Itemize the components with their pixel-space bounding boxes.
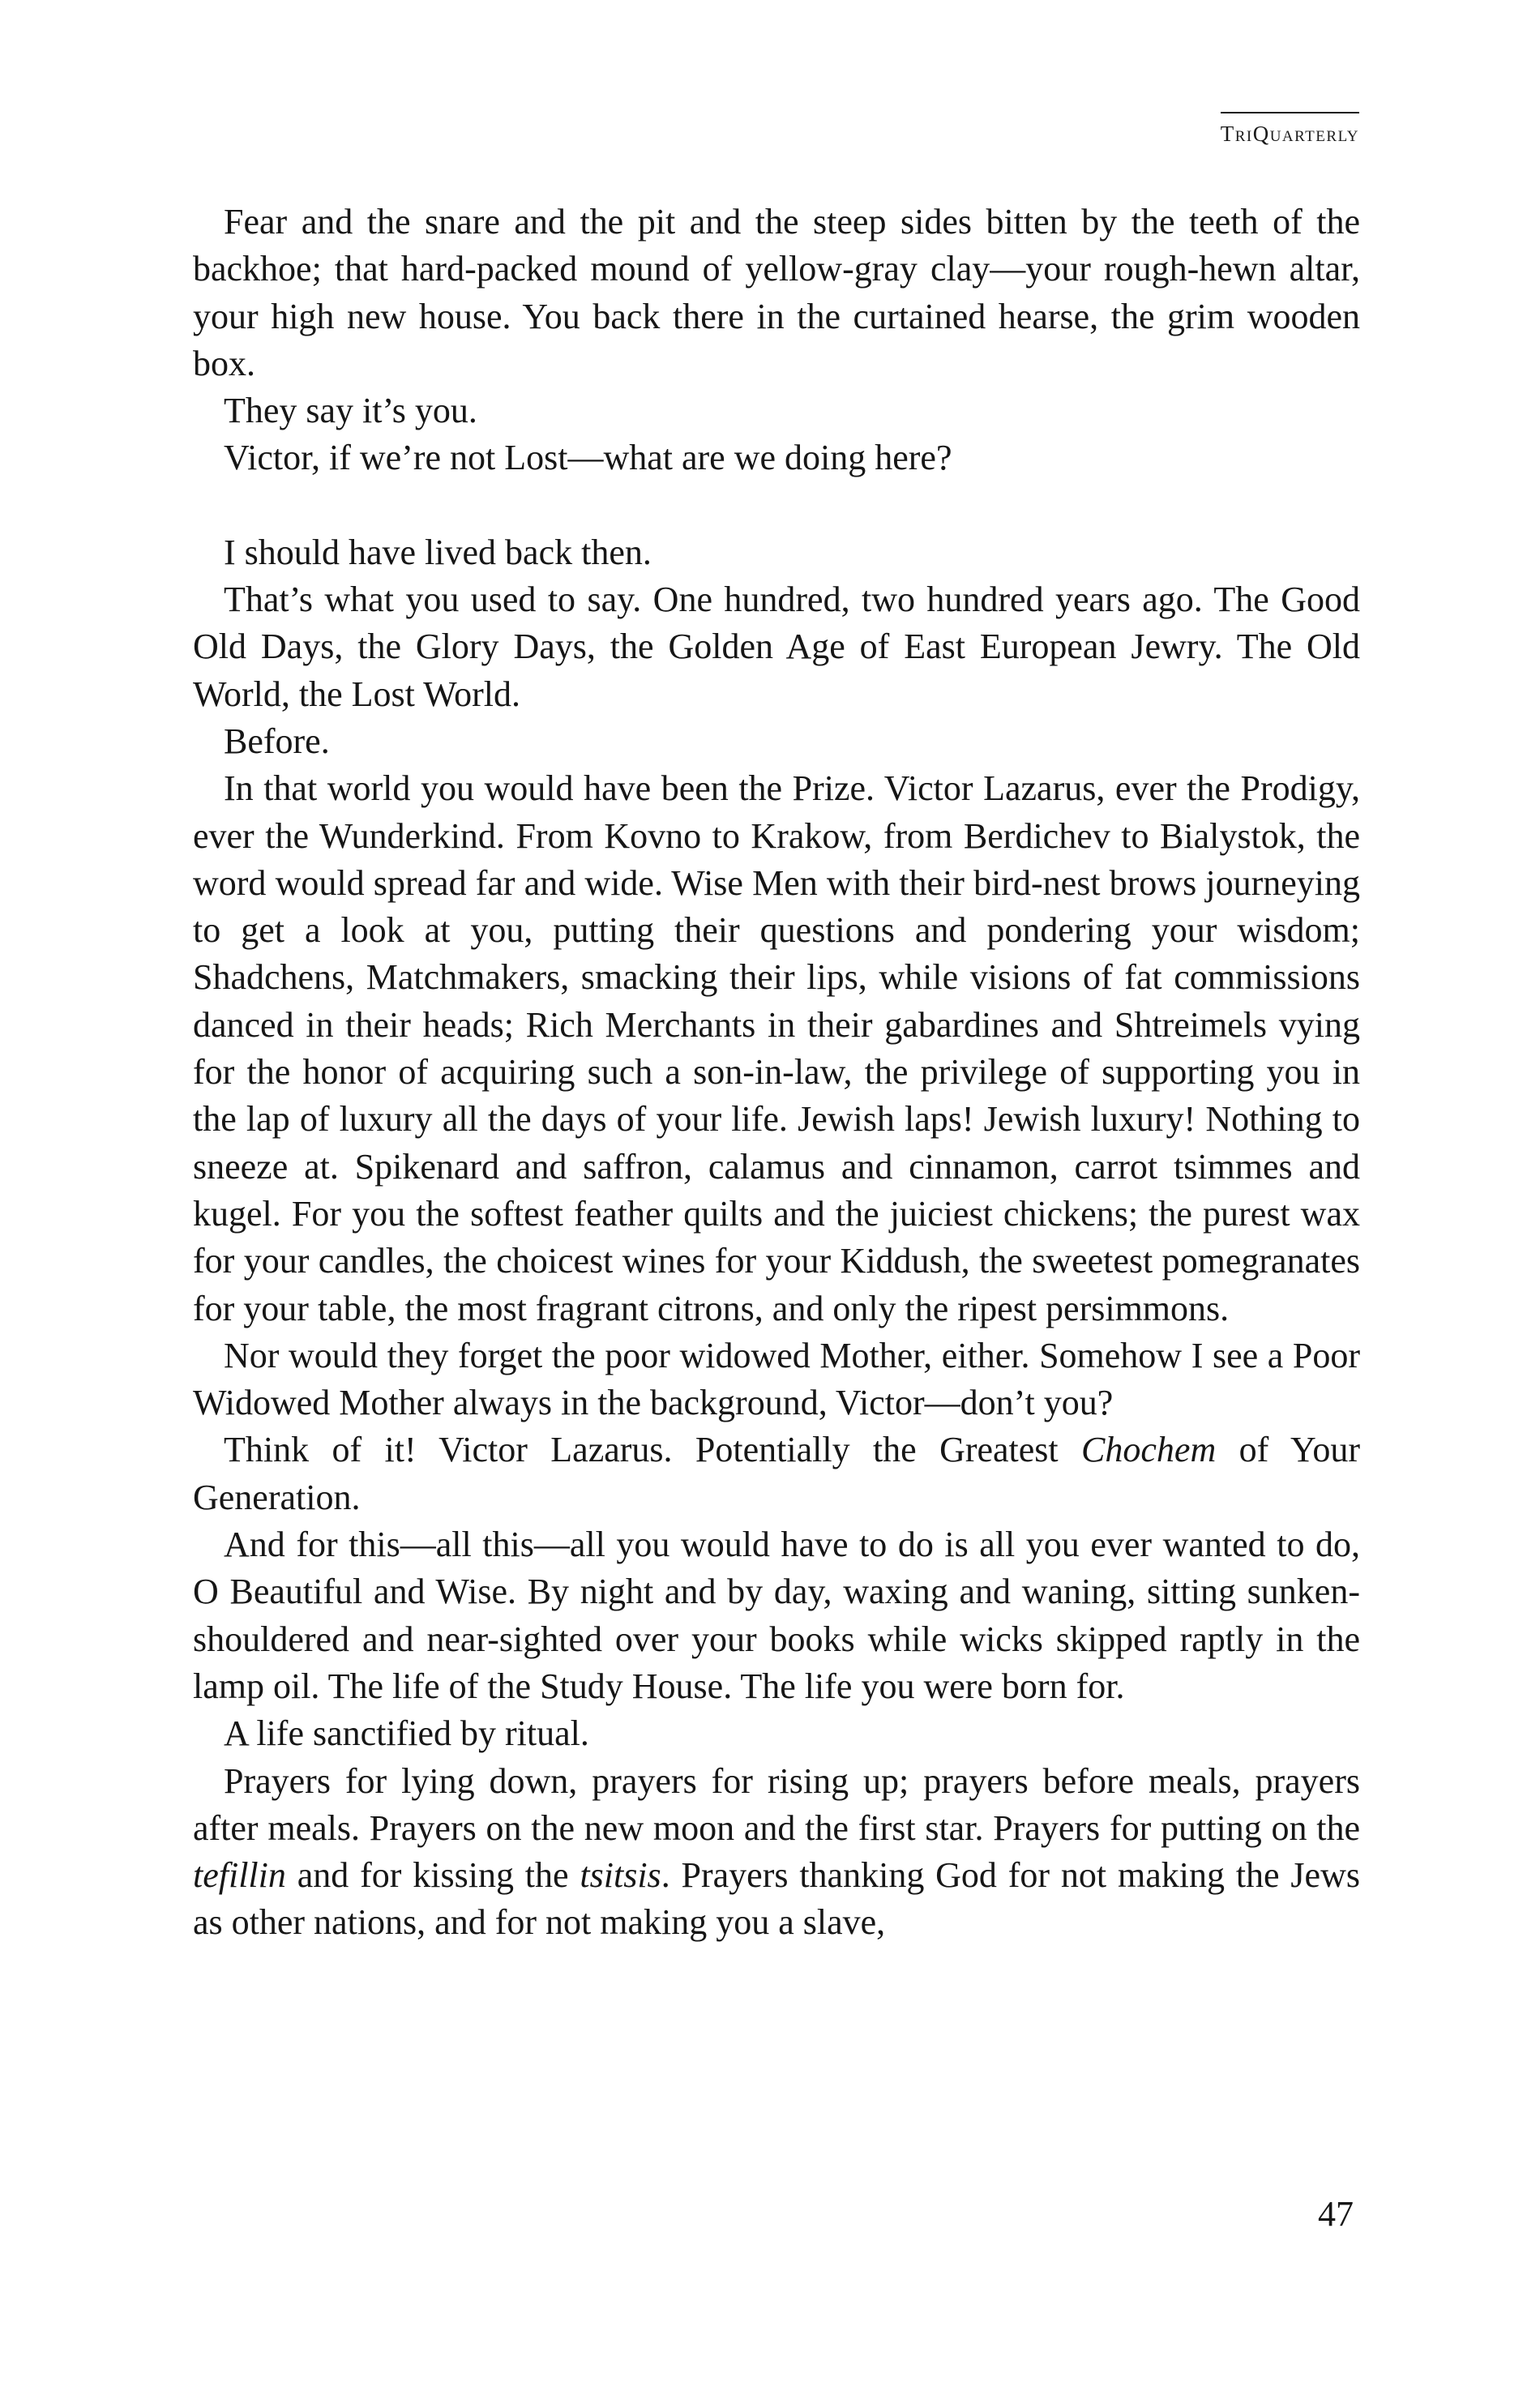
text-run: of Your Generation. [193,1430,1361,1517]
italic-term: Chochem [1081,1430,1217,1470]
body-text [193,199,1360,1947]
paragraph: A life sanctified by ritual. [224,1713,589,1754]
italic-term: tsitsis [580,1855,661,1896]
paragraph: And for this—all this—all you would have to do is all you ever wanted to do, O Beautiful and Wise. By night and by day, waxing and waning, sitting sunken-shouldered and near-sighted over your books while wicks skipped raptly in the lamp oil. The life of the Study House. The life you were born for. [193,1525,1360,1706]
paragraph: I should have lived back then. [224,532,652,572]
paragraph: They say it’s you. [224,391,477,431]
text-run: and for kissing the [285,1855,580,1896]
italic-term: tefillin [193,1855,286,1896]
paragraph: Nor would they forget the poor widowed Mother, either. Somehow I see a Poor Widowed Mother always in the background, Victor—don’t you? [193,1335,1360,1423]
paragraph [193,1426,1360,1521]
text-run: Prayers for lying down, prayers for rising up; prayers before meals, prayers after meals. Prayers on the new moon and the first star. Prayers for putting on the [193,1760,1360,1848]
text-run: . Prayers thanking God for not making the Jews as other nations, and for not making you a slave, [193,1855,1360,1943]
paragraph: That’s what you used to say. One hundred, two hundred years ago. The Good Old Days, the Glory Days, the Golden Age of East European Jewry. The Old World, the Lost World. [193,580,1360,714]
text-run: Think of it! Victor Lazarus. Potentially the Greatest [224,1430,1082,1470]
running-head: TriQuarterly [1221,112,1359,147]
paragraph: Before. [224,721,330,761]
page-number: 47 [1318,2194,1354,2234]
paragraph: Victor, if we’re not Lost—what are we doing here? [224,438,952,478]
paragraph [193,1758,1360,1947]
paragraph: In that world you would have been the Prize. Victor Lazarus, ever the Prodigy, ever the Wunderkind. From Kovno to Krakow, from Berdichev to Bialystok, the word would spread far and wide. Wise Men with their bird-nest brows journeying to get a look at you, putting their questions and pondering your wisdom; Shadchens, Matchmakers, smacking their lips, while visions of fat commissions danced in their heads; Rich Merchants in their gabardines and Shtreimels vying for the honor of acquiring such a son-in-law, the privilege of supporting you in the lap of luxury all the days of your life. Jewish laps! Jewish luxury! Nothing to sneeze at. Spikenard and saffron, calamus and cinnamon, carrot tsimmes and kugel. For you the softest feather quilts and the juiciest chickens; the purest wax for your candles, the choicest wines for your Kiddush, the sweetest pomegranates for your table, the most fragrant citrons, and only the ripest persimmons. [193,768,1360,1328]
paragraph: Fear and the snare and the pit and the steep sides bitten by the teeth of the backhoe; that hard-packed mound of yellow-gray clay—your rough-hewn altar, your high new house. You back there in the curtained hearse, the grim wooden box. [193,202,1360,383]
